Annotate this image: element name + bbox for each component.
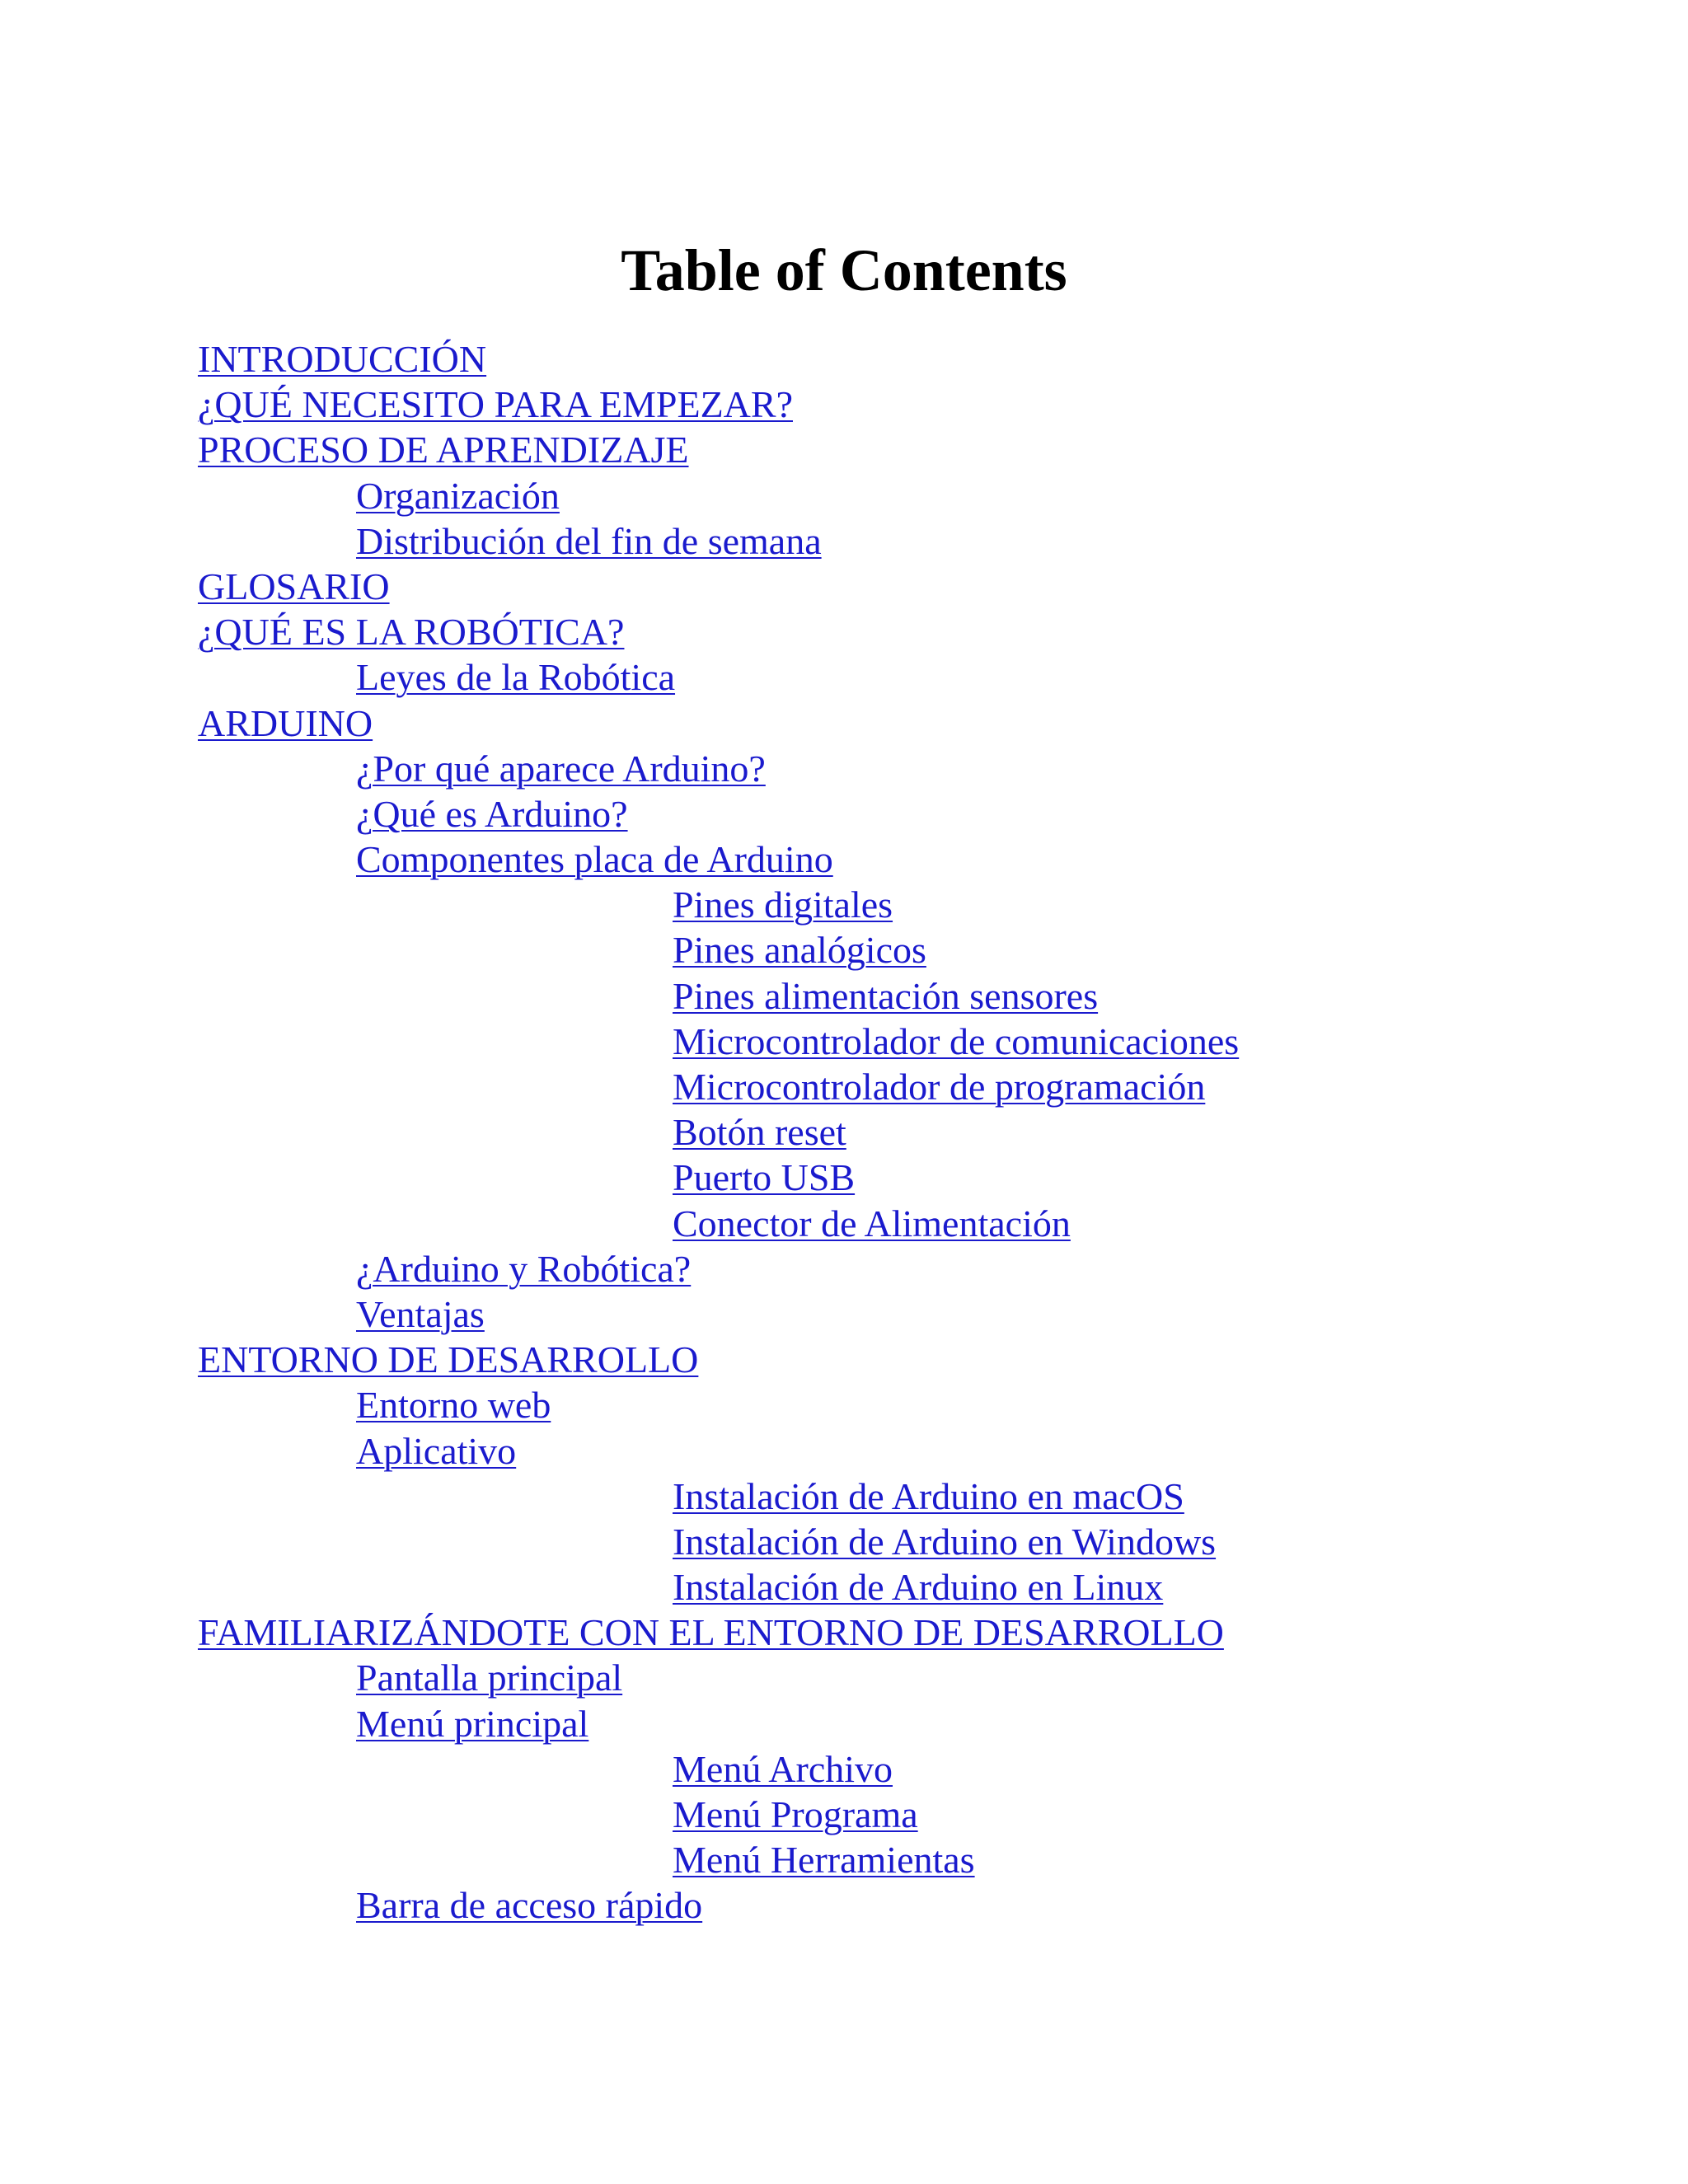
- toc-entry: [0, 1019, 1688, 1064]
- toc-link[interactable]: GLOSARIO: [198, 565, 390, 607]
- toc-link[interactable]: Instalación de Arduino en macOS: [673, 1474, 1184, 1517]
- toc-link[interactable]: FAMILIARIZÁNDOTE CON EL ENTORNO DE DESARROLLO: [198, 1611, 1224, 1654]
- toc-entry: [0, 791, 1688, 837]
- toc-entry: [0, 1109, 1688, 1155]
- toc-entry: [0, 973, 1688, 1019]
- toc-link[interactable]: ¿Qué es Arduino?: [356, 792, 628, 835]
- toc-entry: [0, 1746, 1688, 1792]
- toc-link[interactable]: Pines digitales: [673, 883, 893, 926]
- toc-entry: [0, 1337, 1688, 1382]
- toc-entry: [0, 336, 1688, 382]
- toc-entry: [0, 837, 1688, 882]
- toc-entry: [0, 1882, 1688, 1928]
- toc-link[interactable]: Pines alimentación sensores: [673, 974, 1099, 1017]
- toc-entry: [0, 473, 1688, 518]
- toc-link[interactable]: ¿QUÉ NECESITO PARA EMPEZAR?: [198, 383, 793, 426]
- toc-link[interactable]: PROCESO DE APRENDIZAJE: [198, 429, 689, 471]
- toc-entry: [0, 746, 1688, 791]
- toc-link[interactable]: Menú Programa: [673, 1793, 918, 1835]
- toc-link[interactable]: Botón reset: [673, 1111, 846, 1154]
- toc-entry: [0, 1564, 1688, 1610]
- toc-entry: [0, 1382, 1688, 1427]
- toc-entry: [0, 654, 1688, 700]
- toc-entry: [0, 564, 1688, 609]
- toc-link[interactable]: ¿Por qué aparece Arduino?: [356, 747, 766, 790]
- toc-entry: [0, 701, 1688, 746]
- toc-list: [0, 336, 1688, 1929]
- toc-link[interactable]: Puerto USB: [673, 1156, 856, 1199]
- toc-link[interactable]: Instalación de Arduino en Linux: [673, 1566, 1164, 1609]
- toc-entry: [0, 882, 1688, 927]
- toc-link[interactable]: Microcontrolador de programación: [673, 1066, 1206, 1108]
- toc-entry: [0, 1201, 1688, 1246]
- toc-link[interactable]: Distribución del fin de semana: [356, 519, 822, 562]
- toc-link[interactable]: INTRODUCCIÓN: [198, 338, 487, 380]
- toc-entry: [0, 1701, 1688, 1746]
- toc-link[interactable]: Pantalla principal: [356, 1657, 623, 1699]
- toc-link[interactable]: Ventajas: [356, 1292, 485, 1335]
- toc-link[interactable]: Entorno web: [356, 1384, 551, 1427]
- toc-entry: [0, 1474, 1688, 1519]
- toc-link[interactable]: Menú principal: [356, 1702, 589, 1745]
- toc-link[interactable]: Conector de Alimentación: [673, 1202, 1071, 1244]
- toc-entry: [0, 1428, 1688, 1474]
- toc-link[interactable]: Aplicativo: [356, 1429, 517, 1472]
- toc-link[interactable]: ENTORNO DE DESARROLLO: [198, 1338, 699, 1381]
- toc-link[interactable]: Menú Herramientas: [673, 1839, 975, 1882]
- toc-link[interactable]: ¿Arduino y Robótica?: [356, 1247, 692, 1290]
- toc-link[interactable]: Microcontrolador de comunicaciones: [673, 1019, 1240, 1062]
- toc-link[interactable]: ARDUINO: [198, 701, 373, 744]
- toc-entry: [0, 1291, 1688, 1337]
- page-title: Table of Contents: [621, 237, 1067, 303]
- toc-link[interactable]: Barra de acceso rápido: [356, 1884, 703, 1927]
- toc-entry: [0, 1064, 1688, 1109]
- toc-entry: [0, 1610, 1688, 1655]
- toc-link[interactable]: Pines analógicos: [673, 929, 926, 972]
- toc-entry: [0, 382, 1688, 427]
- toc-link[interactable]: Instalación de Arduino en Windows: [673, 1520, 1217, 1563]
- toc-entry: [0, 1246, 1688, 1291]
- toc-entry: [0, 1155, 1688, 1200]
- toc-link[interactable]: Componentes placa de Arduino: [356, 838, 833, 881]
- toc-entry: [0, 1655, 1688, 1700]
- toc-entry: [0, 1519, 1688, 1564]
- toc-entry: [0, 518, 1688, 564]
- toc-link[interactable]: ¿QUÉ ES LA ROBÓTICA?: [198, 611, 625, 654]
- toc-link[interactable]: Organización: [356, 474, 560, 517]
- toc-link[interactable]: Menú Archivo: [673, 1747, 893, 1790]
- toc-link[interactable]: Leyes de la Robótica: [356, 656, 676, 699]
- toc-entry: [0, 1792, 1688, 1837]
- toc-entry: [0, 427, 1688, 472]
- toc-entry: [0, 609, 1688, 654]
- toc-entry: [0, 927, 1688, 972]
- toc-entry: [0, 1837, 1688, 1882]
